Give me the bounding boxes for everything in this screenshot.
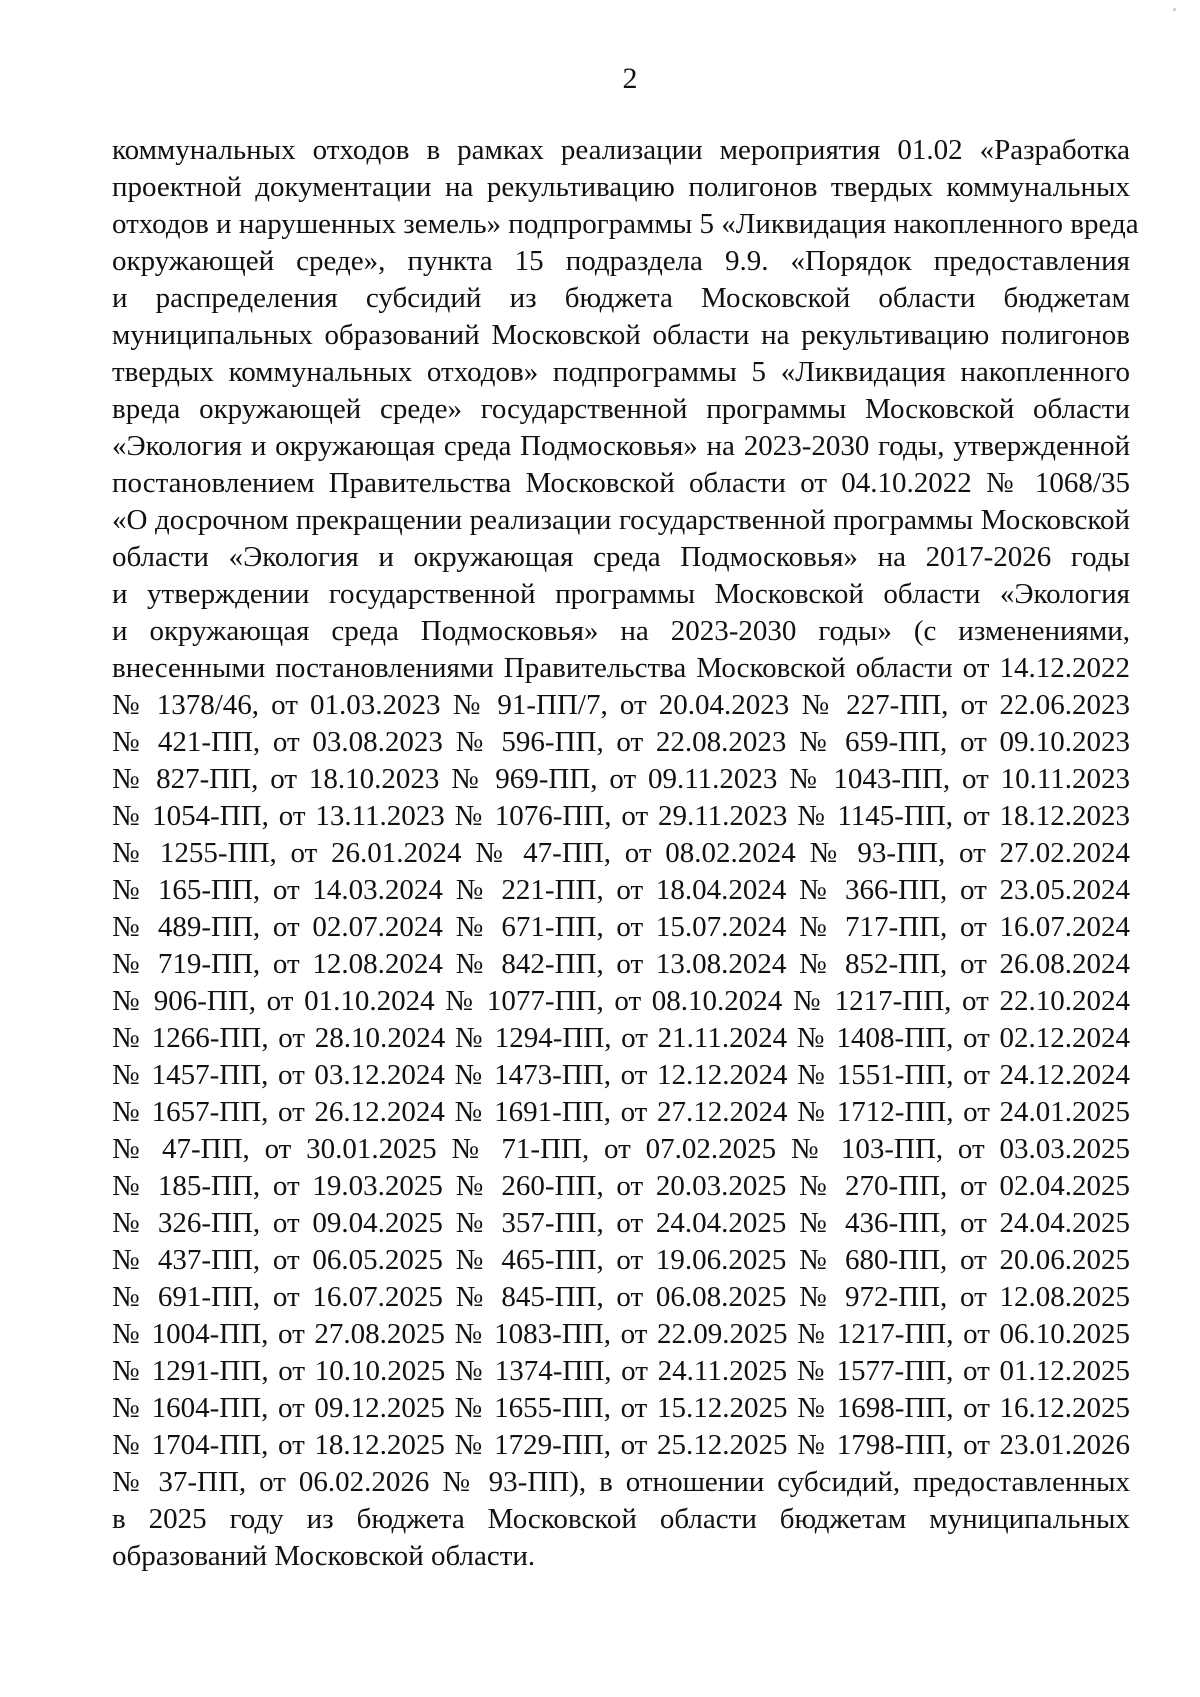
page-number: 2 (622, 62, 638, 95)
text-line: окружающей среде», пункта 15 подраздела 9.9. «Порядок предоставления (112, 245, 1130, 277)
text-line: и окружающая среда Подмосковья» на 2023-2030 годы» (с изменениями, (112, 615, 1130, 647)
text-line: постановлением Правительства Московской области от 04.10.2022 № 1068/35 (112, 467, 1130, 499)
text-line: отходов и нарушенных земель» подпрограммы 5 «Ликвидация накопленного вреда (112, 208, 1139, 240)
text-line: № 185-ПП, от 19.03.2025 № 260-ПП, от 20.03.2025 № 270-ПП, от 02.04.2025 (112, 1170, 1130, 1202)
text-line: вреда окружающей среде» государственной программы Московской области (112, 393, 1130, 425)
text-line: в 2025 году из бюджета Московской области бюджетам муниципальных (112, 1503, 1130, 1535)
text-line: № 906-ПП, от 01.10.2024 № 1077-ПП, от 08.10.2024 № 1217-ПП, от 22.10.2024 (112, 985, 1130, 1017)
text-line: твердых коммунальных отходов» подпрограммы 5 «Ликвидация накопленного (112, 356, 1130, 388)
text-line: № 326-ПП, от 09.04.2025 № 357-ПП, от 24.04.2025 № 436-ПП, от 24.04.2025 (112, 1207, 1130, 1239)
text-line: «Экология и окружающая среда Подмосковья» на 2023-2030 годы, утвержденной (112, 430, 1130, 462)
text-line: № 489-ПП, от 02.07.2024 № 671-ПП, от 15.07.2024 № 717-ПП, от 16.07.2024 (112, 911, 1130, 943)
text-line: № 1004-ПП, от 27.08.2025 № 1083-ПП, от 22.09.2025 № 1217-ПП, от 06.10.2025 (112, 1318, 1130, 1350)
text-line: № 1457-ПП, от 03.12.2024 № 1473-ПП, от 12.12.2024 № 1551-ПП, от 24.12.2024 (112, 1059, 1130, 1091)
text-line: № 437-ПП, от 06.05.2025 № 465-ПП, от 19.06.2025 № 680-ПП, от 20.06.2025 (112, 1244, 1130, 1276)
text-line: № 1378/46, от 01.03.2023 № 91-ПП/7, от 20.04.2023 № 227-ПП, от 22.06.2023 (112, 689, 1130, 721)
scan-dot (1173, 8, 1176, 11)
text-line: № 1657-ПП, от 26.12.2024 № 1691-ПП, от 27.12.2024 № 1712-ПП, от 24.01.2025 (112, 1096, 1130, 1128)
text-line: № 691-ПП, от 16.07.2025 № 845-ПП, от 06.08.2025 № 972-ПП, от 12.08.2025 (112, 1281, 1130, 1313)
text-line: № 1255-ПП, от 26.01.2024 № 47-ПП, от 08.02.2024 № 93-ПП, от 27.02.2024 (112, 837, 1130, 869)
text-line: № 1054-ПП, от 13.11.2023 № 1076-ПП, от 29.11.2023 № 1145-ПП, от 18.12.2023 (112, 800, 1130, 832)
text-line: области «Экология и окружающая среда Подмосковья» на 2017-2026 годы (112, 541, 1130, 573)
text-line: № 47-ПП, от 30.01.2025 № 71-ПП, от 07.02.2025 № 103-ПП, от 03.03.2025 (112, 1133, 1130, 1165)
text-line: и утверждении государственной программы Московской области «Экология (112, 578, 1130, 610)
text-line-last: образований Московской области. (112, 1540, 536, 1572)
text-line: № 827-ПП, от 18.10.2023 № 969-ПП, от 09.11.2023 № 1043-ПП, от 10.11.2023 (112, 763, 1130, 795)
text-line: «О досрочном прекращении реализации государственной программы Московской (112, 504, 1130, 536)
text-line: коммунальных отходов в рамках реализации мероприятия 01.02 «Разработка (112, 134, 1130, 166)
text-line: № 37-ПП, от 06.02.2026 № 93-ПП), в отношении субсидий, предоставленных (112, 1466, 1130, 1498)
body-paragraph (112, 132, 1139, 1575)
text-line: № 421-ПП, от 03.08.2023 № 596-ПП, от 22.08.2023 № 659-ПП, от 09.10.2023 (112, 726, 1130, 758)
text-line: № 1266-ПП, от 28.10.2024 № 1294-ПП, от 21.11.2024 № 1408-ПП, от 02.12.2024 (112, 1022, 1130, 1054)
text-line: и распределения субсидий из бюджета Московской области бюджетам (112, 282, 1130, 314)
text-line: проектной документации на рекультивацию полигонов твердых коммунальных (112, 171, 1130, 203)
text-line: № 1704-ПП, от 18.12.2025 № 1729-ПП, от 25.12.2025 № 1798-ПП, от 23.01.2026 (112, 1429, 1130, 1461)
text-line: № 165-ПП, от 14.03.2024 № 221-ПП, от 18.04.2024 № 366-ПП, от 23.05.2024 (112, 874, 1130, 906)
text-line: № 1291-ПП, от 10.10.2025 № 1374-ПП, от 24.11.2025 № 1577-ПП, от 01.12.2025 (112, 1355, 1130, 1387)
text-line: № 719-ПП, от 12.08.2024 № 842-ПП, от 13.08.2024 № 852-ПП, от 26.08.2024 (112, 948, 1130, 980)
text-line: внесенными постановлениями Правительства Московской области от 14.12.2022 (112, 652, 1130, 684)
text-line: муниципальных образований Московской области на рекультивацию полигонов (112, 319, 1130, 351)
text-line: № 1604-ПП, от 09.12.2025 № 1655-ПП, от 15.12.2025 № 1698-ПП, от 16.12.2025 (112, 1392, 1130, 1424)
